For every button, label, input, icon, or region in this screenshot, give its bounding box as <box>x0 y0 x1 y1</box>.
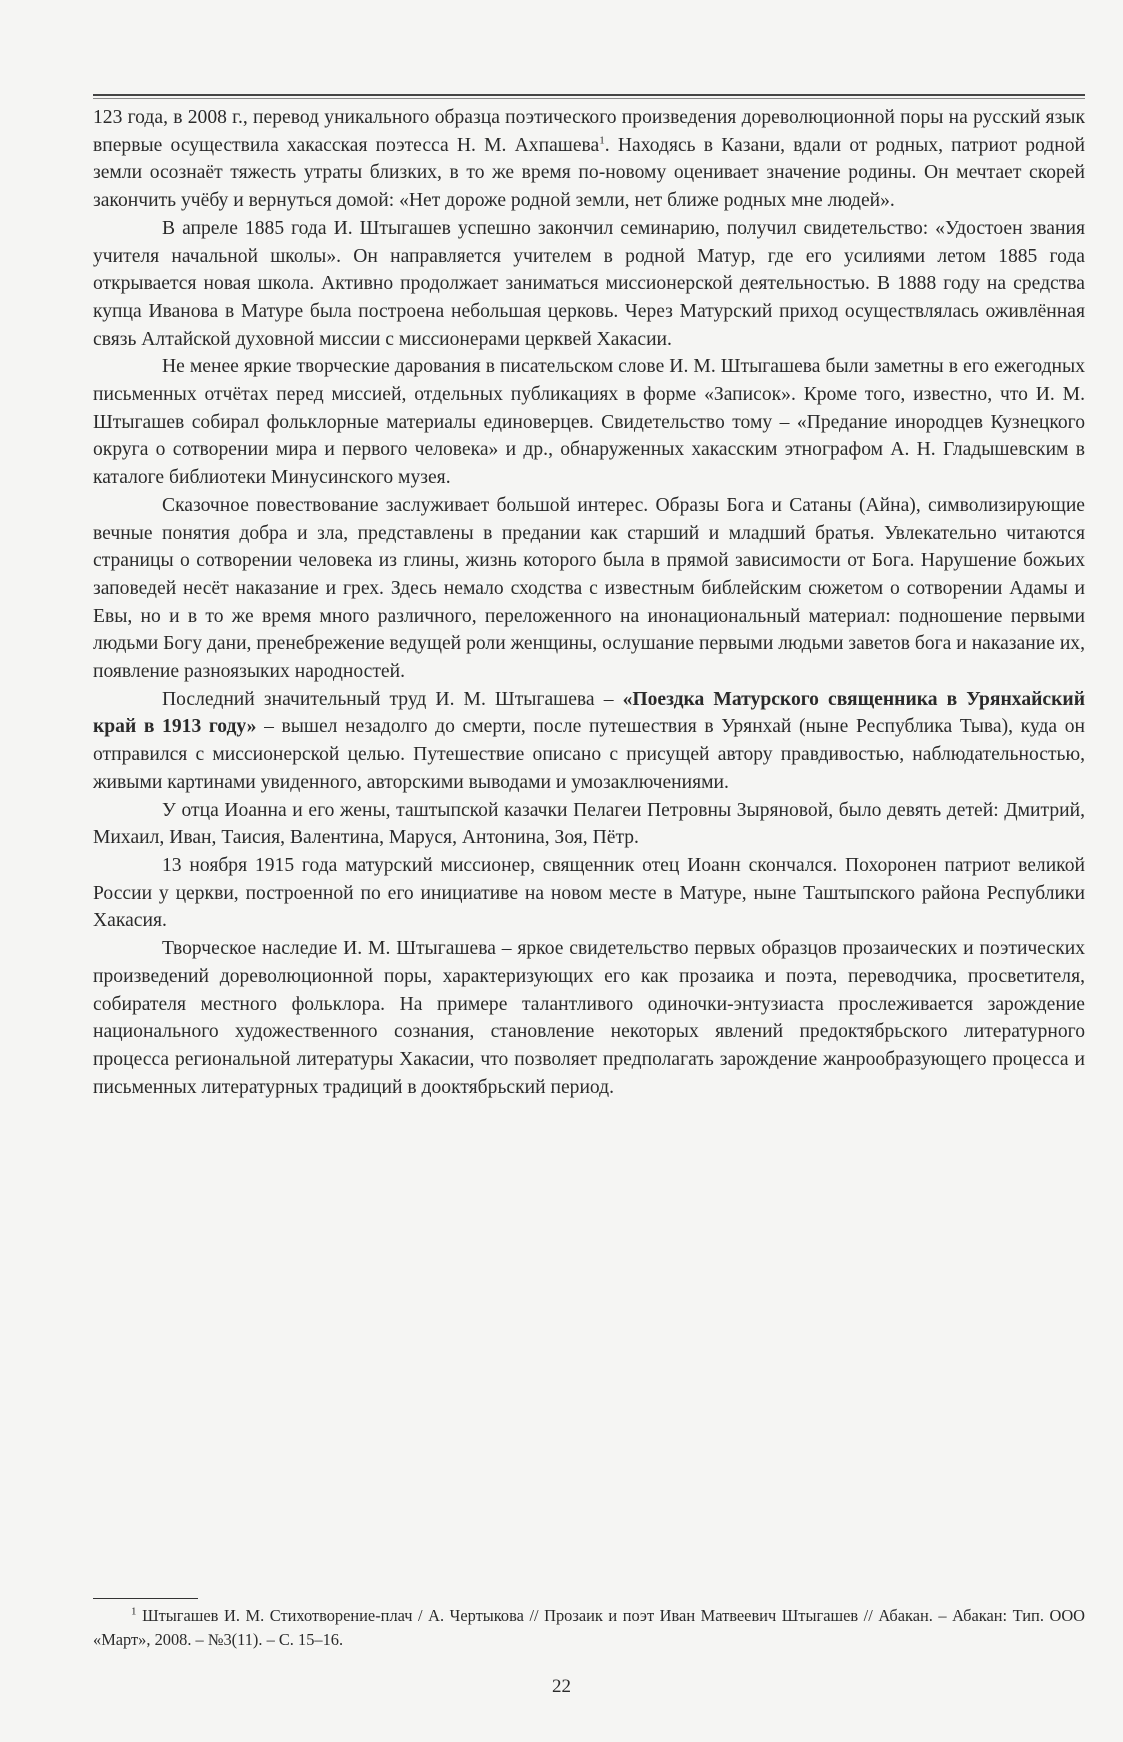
footnote-reference[interactable]: 1 <box>599 134 605 147</box>
paragraph-8: Творческое наследие И. М. Штыгашева – яркое свидетельство первых образцов прозаических и поэтических произведений дореволюционной поры, характеризующих его как прозаика и поэта, переводчика, просветителя, собирателя местного фольклора. На примере талантливого одиночки-энтузиаста прослеживается зарождение национального художественного сознания, становление некоторых явлений предоктябрьского литературного процесса региональной литературы Хакасии, что позволяет предполагать зарождение жанрообразующего процесса и письменных литературных традиций в дооктябрьский период. <box>93 938 1085 1098</box>
footnote-text: Штыгашев И. М. Стихотворение-плач / А. Чертыкова // Прозаик и поэт Иван Матвеевич Штыгашев // Абакан. – Абакан: Тип. ООО «Март», 2008. – №3(11). – С. 15–16. <box>93 1606 1085 1649</box>
paragraph-3: Не менее яркие творческие дарования в писательском слове И. М. Штыгашева были заметны в его ежегодных письменных отчётах перед миссией, отдельных публикациях в форме «Записок». Кроме того, известно, что И. М. Штыгашев собирал фольклорные материалы единоверцев. Свидетельство тому – «Предание инородцев Кузнецкого округа о сотворении мира и первого человека» и др., обнаруженных хакасским этнографом А. Н. Гладышевским в каталоге библиотеки Минусинского музея. <box>93 356 1085 489</box>
footnote-1 <box>93 1604 1085 1652</box>
paragraph-5-text-b: – вышел незадолго до смерти, после путешествия в Урянхай (ныне Республика Тыва), куда он отправился с миссионерской целью. Путешествие описано с присущей автору правдивостью, наблюдательностью, живыми картинами увиденного, авторскими выводами и умозаключениями. <box>93 716 1085 793</box>
work-title: «Поездка Матурского священника в Урянхайский край в 1913 году» <box>93 688 1085 738</box>
footnote-separator <box>93 1598 198 1599</box>
page-number: 22 <box>552 1676 571 1697</box>
paragraph-6: У отца Иоанна и его жены, таштыпской казачки Пелагеи Петровны Зыряновой, было девять детей: Дмитрий, Михаил, Иван, Таисия, Валентина, Маруся, Антонина, Зоя, Пётр. <box>93 799 1085 849</box>
header-rule <box>93 94 1085 96</box>
main-text <box>93 104 1085 1101</box>
footnote-marker: 1 <box>131 1605 137 1618</box>
paragraph-5 <box>93 686 1085 797</box>
footnote <box>93 1604 1085 1652</box>
header-rule-secondary <box>93 98 1085 99</box>
paragraph-4: Сказочное повествование заслуживает большой интерес. Образы Бога и Сатаны (Айна), символизирующие вечные понятия добра и зла, представлены в предании как старший и младший братья. Увлекательно читаются страницы о сотворении человека из глины, жизнь которого была в прямой зависимости от Бога. Нарушение божьих заповедей несёт наказание и грех. Здесь немало сходства с известным библейским сюжетом о сотворении Адамы и Евы, но и в то же время много различного, переложенного на инонациональный материал: подношение первыми людьми Богу дани, пренебрежение ведущей роли женщины, ослушание первыми людьми заветов бога и наказание их, появление разноязыких народностей. <box>93 494 1085 683</box>
paragraph-5-text-a: Последний значительный труд И. М. Штыгашева – <box>162 688 623 710</box>
paragraph-7: 13 ноября 1915 года матурский миссионер, священник отец Иоанн скончался. Похоронен патриот великой России у церкви, построенной по его инициативе на новом месте в Матуре, ныне Таштыпского района Республики Хакасия. <box>93 854 1085 932</box>
paragraph-2: В апреле 1885 года И. Штыгашев успешно закончил семинарию, получил свидетельство: «Удостоен звания учителя начальной школы». Он направляется учителем в родной Матур, где его усилиями летом 1885 года открывается новая школа. Активно продолжает заниматься миссионерской деятельностью. В 1888 году на средства купца Иванова в Матуре была построена небольшая церковь. Через Матурский приход осуществлялась оживлённая связь Алтайской духовной миссии с миссионерами церквей Хакасии. <box>93 217 1085 350</box>
paragraph-1-text-b: . Находясь в Казани, вдали от родных, патриот родной земли осознаёт тяжесть утраты близких, в то же время по-новому оценивает значение родины. Он мечтает скорей закончить учёбу и вернуться домой: «Нет дороже родной земли, нет ближе родных мне людей». <box>93 134 1085 212</box>
paragraph-1-text-a: 123 года, в 2008 г., перевод уникального образца поэтического произведения дореволюционной поры на русский язык впервые осуществила хакасская поэтесса Н. М. Ахпашева <box>93 107 1085 156</box>
paragraph-1 <box>93 104 1085 215</box>
